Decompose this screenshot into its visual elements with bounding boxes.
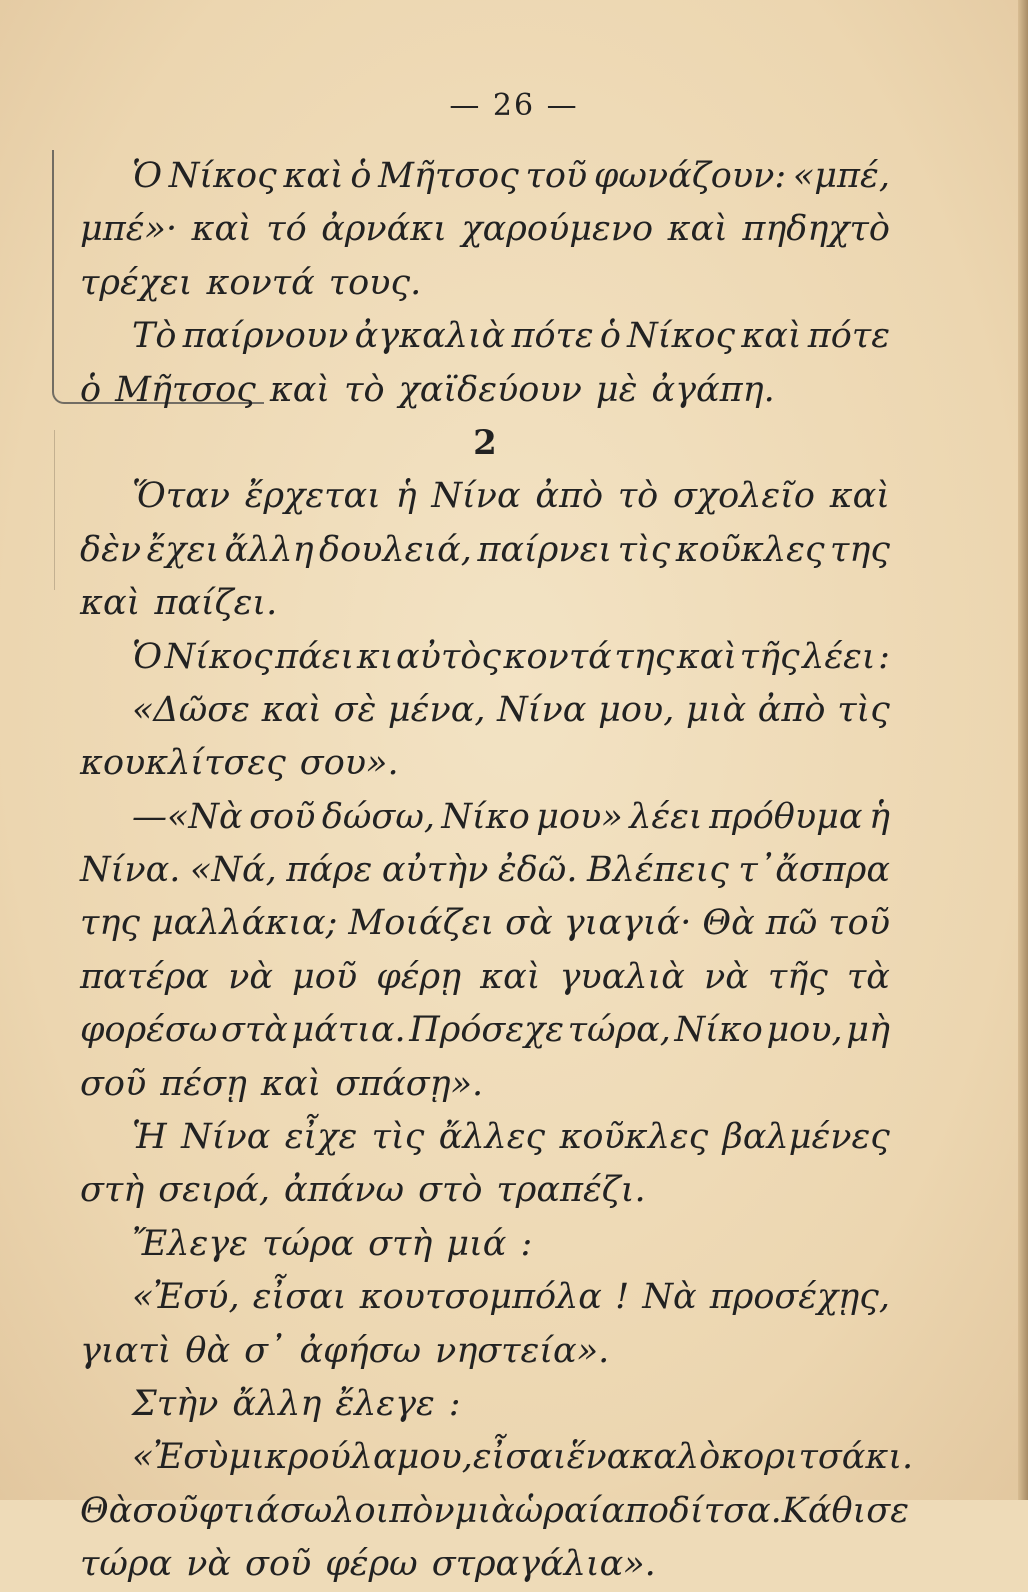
word: της bbox=[614, 636, 675, 677]
word: κοντά bbox=[206, 262, 315, 303]
word: Νίκο bbox=[441, 796, 530, 837]
word: Θὰ bbox=[702, 903, 755, 944]
word: πέσῃ bbox=[160, 1063, 247, 1104]
word: ἕνα bbox=[566, 1437, 631, 1478]
word: μάτια. bbox=[291, 1010, 406, 1051]
word: καὶ bbox=[667, 209, 728, 250]
word: σοῦ bbox=[132, 1490, 199, 1531]
text-line bbox=[80, 897, 890, 950]
word: ἀφήσω bbox=[299, 1330, 422, 1371]
word: σὲ bbox=[333, 689, 377, 730]
word: καὶ bbox=[80, 583, 141, 624]
word: μπέ»· bbox=[80, 209, 178, 250]
text-line bbox=[80, 737, 890, 790]
word: ἀπὸ bbox=[757, 689, 826, 730]
word: μαλλάκια; bbox=[150, 903, 338, 944]
word: χαρούμενο bbox=[461, 209, 654, 250]
word: κι bbox=[356, 636, 394, 677]
word: Νίνα. bbox=[80, 850, 181, 891]
word: φορέσω bbox=[80, 1010, 218, 1051]
word: παίρνει bbox=[477, 529, 613, 570]
word: Νίνα bbox=[431, 476, 521, 517]
word: ἔχει bbox=[146, 529, 220, 570]
word: μου» bbox=[536, 796, 623, 837]
word: εἶσαι bbox=[252, 1277, 347, 1318]
word: ὁ bbox=[599, 316, 621, 357]
word: μου, bbox=[598, 689, 675, 730]
word: μιά bbox=[446, 1223, 507, 1264]
text-line bbox=[80, 470, 890, 523]
word: φέρῃ bbox=[376, 956, 462, 997]
text-line bbox=[80, 684, 890, 737]
word: λέει bbox=[629, 796, 703, 837]
word: νηστεία». bbox=[435, 1330, 610, 1371]
word: Μοιάζει bbox=[348, 903, 495, 944]
text-line bbox=[80, 1004, 890, 1057]
text-line bbox=[80, 791, 890, 844]
text-line bbox=[80, 951, 890, 1004]
word: Νίκο bbox=[674, 1010, 763, 1051]
word: μικρούλα bbox=[228, 1437, 397, 1478]
text-line bbox=[80, 1325, 890, 1378]
word: : bbox=[520, 1223, 533, 1264]
word: της bbox=[80, 903, 140, 944]
word: σειρά, bbox=[158, 1170, 270, 1211]
word: ποδίτσα. bbox=[624, 1490, 782, 1531]
word: Ὅταν bbox=[132, 476, 231, 517]
text-line bbox=[80, 524, 890, 577]
word: πάει bbox=[275, 636, 355, 677]
word: ἀπὸ bbox=[535, 476, 604, 517]
word: Τὸ bbox=[132, 316, 177, 357]
word: σχολεῖο bbox=[673, 476, 815, 517]
text-line bbox=[80, 1271, 890, 1324]
word: —«Νὰ bbox=[132, 796, 243, 837]
word: Μῆτσος bbox=[378, 156, 519, 196]
word: χαϊδεύουν bbox=[398, 369, 582, 410]
word: Ἡ bbox=[132, 1117, 167, 1158]
text-line bbox=[80, 1485, 909, 1538]
word: τῆς bbox=[767, 956, 828, 997]
word: πατέρα bbox=[80, 956, 209, 997]
word: δὲν bbox=[80, 529, 142, 570]
word: σοῦ bbox=[80, 1063, 147, 1104]
word: : bbox=[878, 636, 890, 677]
word: ! bbox=[615, 1277, 630, 1318]
word: τὸ bbox=[344, 369, 385, 410]
word: μιὰ bbox=[686, 689, 747, 730]
word: «Ἐσύ, bbox=[132, 1277, 240, 1318]
word: Νίκος bbox=[164, 636, 273, 677]
word: δουλειά, bbox=[319, 529, 472, 570]
page-body-text bbox=[80, 150, 914, 1592]
word: στὰ bbox=[220, 1010, 288, 1051]
word: κοῦκλες bbox=[675, 529, 825, 570]
word: αὐτὴν bbox=[381, 850, 489, 891]
word: καὶ bbox=[261, 689, 322, 730]
word: κοντά bbox=[503, 636, 612, 677]
word: ἔλεγε bbox=[335, 1383, 435, 1424]
word: αὐτὸς bbox=[396, 636, 501, 677]
word: ὡραία bbox=[514, 1490, 625, 1531]
word: «Δῶσε bbox=[132, 689, 250, 730]
text-line bbox=[80, 1378, 890, 1431]
word: Πρόσεχε bbox=[409, 1010, 565, 1051]
word: τὰ bbox=[846, 956, 890, 997]
word: τ᾽ἄσπρα bbox=[738, 850, 890, 891]
word: νὰ bbox=[703, 956, 749, 997]
word: «Νά, bbox=[189, 850, 277, 891]
text-line bbox=[80, 364, 890, 417]
word: καὶ bbox=[260, 1063, 322, 1104]
word: της bbox=[830, 529, 890, 570]
word: τῆς bbox=[739, 636, 800, 677]
word: τώρα, bbox=[567, 1010, 671, 1051]
word: φτιάσω bbox=[198, 1490, 333, 1531]
word: Κάθισε bbox=[781, 1490, 909, 1531]
word: δώσω, bbox=[321, 796, 435, 837]
word: καὶ bbox=[191, 209, 252, 250]
text-line bbox=[80, 1058, 890, 1111]
text-line bbox=[80, 150, 890, 203]
word: ἀγάπη. bbox=[651, 369, 775, 410]
word: μου, bbox=[766, 1010, 843, 1051]
word: τρέχει bbox=[80, 262, 193, 303]
word: παίρνουν bbox=[182, 316, 349, 357]
word: νὰ bbox=[186, 1544, 232, 1585]
text-line bbox=[80, 257, 890, 310]
word: «Ἐσὺ bbox=[132, 1437, 229, 1478]
word: ἡ bbox=[868, 796, 890, 837]
word: Νίκος bbox=[627, 316, 736, 357]
word: γιατὶ bbox=[80, 1330, 172, 1371]
word: πρόθυμα bbox=[709, 796, 863, 837]
word: γυαλιὰ bbox=[559, 956, 685, 997]
word: σοῦ bbox=[249, 796, 316, 837]
word: Ἔλεγε bbox=[132, 1223, 248, 1264]
word: καλὸ bbox=[630, 1437, 721, 1478]
word: μου, bbox=[396, 1437, 473, 1478]
word: ἀρνάκι bbox=[321, 209, 447, 250]
word: : bbox=[448, 1383, 461, 1424]
word: Θὰ bbox=[80, 1490, 133, 1531]
text-line bbox=[80, 310, 890, 363]
word: στὸ bbox=[418, 1170, 483, 1211]
word: προσέχῃς, bbox=[709, 1277, 890, 1318]
word: ἄλλες bbox=[438, 1117, 546, 1158]
word: γιαγιά· bbox=[563, 903, 692, 944]
text-line bbox=[80, 1164, 890, 1217]
word: σὰ bbox=[505, 903, 553, 944]
word: σ᾽ bbox=[244, 1330, 286, 1371]
word: ἄλλη bbox=[224, 529, 314, 570]
word: τώρα bbox=[80, 1544, 173, 1585]
word: πάρε bbox=[286, 850, 373, 891]
word: κοῦκλες bbox=[559, 1117, 709, 1158]
word: μένα, bbox=[387, 689, 486, 730]
word: τὸ bbox=[617, 476, 659, 517]
word: νὰ bbox=[228, 956, 273, 997]
word: τοῦ bbox=[828, 903, 890, 944]
page-number: — 26 — bbox=[449, 88, 579, 123]
word: κοριτσάκι. bbox=[720, 1437, 914, 1478]
word: ὁ bbox=[350, 156, 372, 196]
word: μὴ bbox=[846, 1010, 890, 1051]
word: «μπέ, bbox=[792, 156, 890, 196]
word: πῶ bbox=[765, 903, 818, 944]
word: στὴ bbox=[368, 1223, 433, 1264]
text-line bbox=[80, 631, 890, 684]
word: Στὴν bbox=[132, 1383, 219, 1424]
word: καὶ bbox=[741, 316, 802, 357]
word: στραγάλια». bbox=[431, 1544, 656, 1585]
word: φωνάζουν: bbox=[593, 156, 787, 196]
word: τώρα bbox=[261, 1223, 355, 1264]
text-line bbox=[80, 1538, 890, 1591]
word: μὲ bbox=[595, 369, 638, 410]
word: καὶ bbox=[676, 636, 738, 677]
word: Νίνα bbox=[497, 689, 587, 730]
word: σου». bbox=[299, 743, 399, 784]
word: σοῦ bbox=[245, 1544, 312, 1585]
word: στὴ bbox=[80, 1170, 145, 1211]
word: Νίκος bbox=[168, 156, 277, 196]
word: κουκλίτσες bbox=[80, 743, 286, 784]
word: Ὁ bbox=[132, 156, 163, 196]
word: φέρω bbox=[325, 1544, 418, 1585]
word: τους. bbox=[328, 262, 422, 303]
word: ἐδῶ. bbox=[497, 850, 578, 891]
word: ἔρχεται bbox=[244, 476, 381, 517]
word: καὶ bbox=[480, 956, 541, 997]
word: Μῆτσος bbox=[115, 369, 256, 410]
text-line bbox=[80, 1218, 890, 1271]
text-line bbox=[80, 1111, 890, 1164]
word: τὶς bbox=[617, 529, 671, 570]
word: πότε bbox=[511, 316, 594, 357]
word: ἡ bbox=[395, 476, 417, 517]
word: τοῦ bbox=[525, 156, 588, 196]
word: τό bbox=[266, 209, 307, 250]
word: πηδηχτὸ bbox=[742, 209, 890, 250]
word: Βλέπεις bbox=[587, 850, 729, 891]
word: παίζει. bbox=[154, 583, 278, 624]
word: ἀγκαλιὰ bbox=[354, 316, 506, 357]
text-line bbox=[80, 1431, 914, 1484]
text-line bbox=[80, 577, 890, 630]
word: βαλμένες bbox=[722, 1117, 890, 1158]
word: λοιπὸν bbox=[332, 1490, 455, 1531]
word: τὶς bbox=[371, 1117, 425, 1158]
word: εἶχε bbox=[284, 1117, 358, 1158]
word: εἶσαι bbox=[472, 1437, 567, 1478]
word: μιὰ bbox=[454, 1490, 515, 1531]
word: ἄλλη bbox=[232, 1383, 322, 1424]
word: καὶ bbox=[269, 369, 331, 410]
word: Ὁ bbox=[132, 636, 163, 677]
word: πότε bbox=[807, 316, 890, 357]
word: ὁ bbox=[80, 369, 102, 410]
word: μοῦ bbox=[292, 956, 358, 997]
word: καὶ bbox=[829, 476, 890, 517]
text-line bbox=[80, 203, 890, 256]
page-spine-shadow bbox=[1018, 0, 1028, 1500]
section-number: 2 bbox=[473, 422, 497, 463]
word: τραπέζι. bbox=[496, 1170, 646, 1211]
word: θὰ bbox=[185, 1330, 231, 1371]
word: Νίνα bbox=[181, 1117, 271, 1158]
word: τὶς bbox=[837, 689, 890, 730]
pencil-margin-mark bbox=[54, 430, 65, 590]
word: κουτσομπόλα bbox=[359, 1277, 602, 1318]
word: σπάσῃ». bbox=[335, 1063, 484, 1104]
word: λέει bbox=[802, 636, 876, 677]
word: καὶ bbox=[283, 156, 344, 196]
text-line bbox=[80, 844, 890, 897]
word: Νὰ bbox=[642, 1277, 697, 1318]
word: ἀπάνω bbox=[283, 1170, 405, 1211]
